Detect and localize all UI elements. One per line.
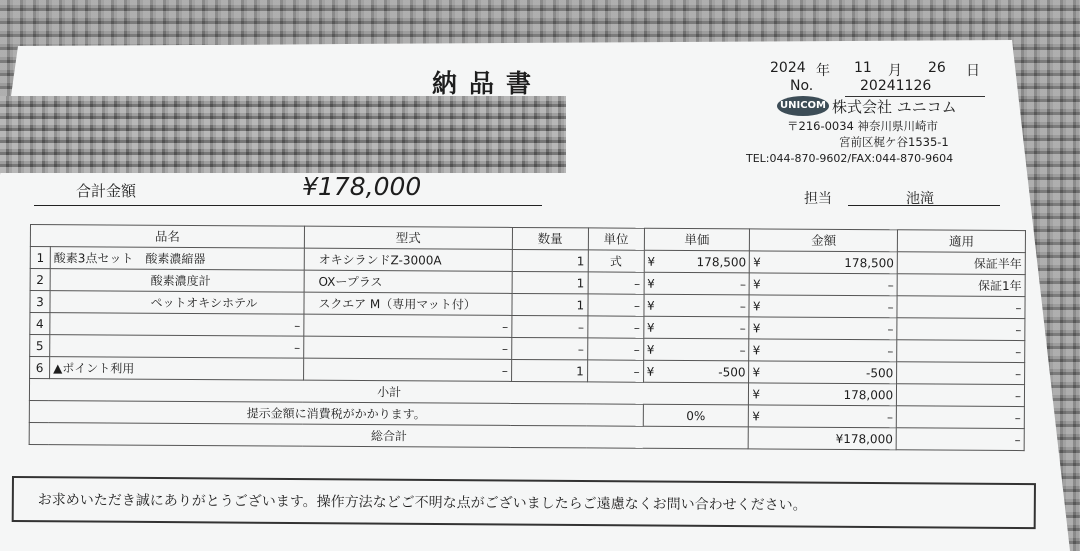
item-price-value: – [739, 342, 746, 357]
company-address-line1: 〒216-0034 神奈川県川崎市 [787, 119, 939, 133]
item-price [643, 360, 749, 383]
item-qty: – [512, 315, 588, 337]
total-amount: ¥178,000 [302, 172, 422, 201]
item-unit: – [587, 316, 643, 338]
row-number: 4 [30, 313, 50, 335]
item-qty: – [511, 337, 587, 359]
item-note: – [897, 318, 1025, 341]
header-price: 単価 [644, 228, 750, 251]
item-price [644, 250, 750, 273]
tax-note: – [896, 406, 1024, 429]
subtotal-label: 小計 [29, 379, 749, 405]
yen-sign: ¥ [647, 298, 655, 313]
item-note: – [897, 362, 1025, 385]
date-month: 11 [854, 60, 872, 76]
header-name: 品名 [30, 225, 304, 249]
item-amount [750, 251, 898, 274]
yen-sign: ¥ [752, 342, 761, 357]
row-number: 2 [30, 269, 50, 291]
document-number: 20241126 [860, 78, 932, 94]
item-price [644, 272, 750, 295]
redacted-area [0, 96, 566, 173]
notice-box [12, 476, 1036, 529]
item-unit: – [588, 272, 644, 294]
date-year: 2024 [770, 60, 806, 76]
item-model: – [304, 336, 512, 359]
item-name: – [50, 335, 304, 359]
company-tel-fax: TEL:044-870-9602/FAX:044-870-9604 [746, 152, 954, 165]
document-number-label: No. [790, 78, 814, 94]
item-unit: – [587, 338, 643, 360]
row-number: 3 [30, 291, 50, 313]
tax-amount [749, 405, 897, 428]
item-amount-value: – [887, 343, 894, 358]
item-amount-value: – [887, 277, 894, 292]
item-qty: 1 [512, 271, 588, 293]
date-day-unit: 日 [966, 63, 980, 79]
item-amount [749, 295, 897, 318]
item-name: 酸素3点セット 酸素濃縮器 [50, 247, 304, 271]
header-model: 型式 [304, 226, 512, 249]
notice-text: お求めいただき誠にありがとうございます。操作方法などご不明な点がございましたらご遠慮なくお問い合わせください。 [37, 492, 807, 514]
tax-label: 提示金額に消費税がかかります。 [29, 400, 643, 426]
items-table [29, 224, 1026, 451]
yen-sign: ¥ [752, 298, 761, 313]
date-year-unit: 年 [816, 63, 830, 79]
company-name: 株式会社 ユニコム [832, 98, 957, 116]
staff-underline [848, 205, 1000, 206]
grand-total-value: ¥178,000 [749, 427, 897, 450]
row-number: 6 [30, 357, 50, 379]
item-price-value: – [740, 276, 747, 291]
tax-value: – [886, 409, 894, 424]
item-note: – [897, 296, 1025, 319]
item-amount-value: -500 [866, 365, 894, 380]
yen-sign: ¥ [646, 342, 655, 357]
yen-sign: ¥ [752, 408, 760, 423]
subtotal-value: 178,000 [843, 387, 894, 402]
date-day: 26 [928, 60, 946, 76]
yen-sign: ¥ [753, 254, 761, 269]
yen-sign: ¥ [646, 320, 655, 335]
header-note: 適用 [898, 230, 1026, 253]
item-name: – [50, 313, 304, 337]
item-qty: 1 [512, 293, 588, 315]
row-number: 1 [30, 247, 50, 269]
staff-name: 池滝 [906, 191, 934, 207]
item-unit: – [587, 360, 643, 382]
item-price [644, 294, 750, 317]
total-amount-underline [34, 205, 542, 206]
yen-sign: ¥ [647, 254, 656, 269]
yen-sign: ¥ [647, 276, 655, 291]
item-amount-value: 178,500 [844, 255, 894, 270]
staff-label: 担当 [804, 191, 832, 207]
item-price-value: -500 [718, 364, 746, 379]
item-model: スクエア M（専用マット付） [304, 292, 512, 315]
item-amount [750, 273, 898, 296]
document-title: 納品書 [432, 69, 544, 98]
yen-sign: ¥ [752, 386, 761, 401]
date-month-unit: 月 [888, 63, 902, 79]
item-amount [749, 317, 897, 340]
item-model: OXープラス [304, 270, 512, 293]
item-amount-value: – [887, 299, 894, 314]
item-unit: 式 [588, 250, 644, 272]
item-model: – [304, 314, 512, 337]
row-number: 5 [30, 335, 50, 357]
item-name: 酸素濃度計 [50, 269, 304, 293]
yen-sign: ¥ [753, 276, 761, 291]
item-price [643, 316, 749, 339]
item-amount-value: – [887, 321, 894, 336]
header-unit: 単位 [588, 228, 644, 250]
tax-rate: 0% [643, 404, 749, 427]
item-name: ペットオキシホテル [50, 291, 304, 315]
yen-sign: ¥ [752, 320, 761, 335]
yen-sign: ¥ [646, 364, 655, 379]
yen-sign: ¥ [752, 364, 761, 379]
item-price-value: 178,500 [696, 254, 747, 269]
total-amount-label: 合計金額 [76, 182, 137, 200]
header-amount: 金額 [750, 229, 898, 252]
item-price-value: – [739, 298, 746, 313]
company-logo: UNICOM [777, 96, 829, 116]
item-note: 保証半年 [897, 252, 1025, 275]
item-amount [749, 339, 897, 362]
item-amount [749, 361, 897, 384]
item-model: – [303, 358, 511, 381]
item-price [643, 338, 749, 361]
item-model: オキシランドZ-3000A [304, 248, 512, 271]
item-name: ▲ポイント利用 [50, 357, 304, 381]
item-price-value: – [739, 320, 746, 335]
item-note: 保証1年 [897, 274, 1025, 297]
item-qty: 1 [511, 359, 587, 381]
subtotal-amount [749, 383, 897, 406]
grand-total-note: – [896, 428, 1024, 451]
header-qty: 数量 [512, 227, 588, 249]
company-address-line2: 宮前区梶ケ谷1535-1 [839, 135, 949, 149]
item-qty: 1 [512, 249, 588, 271]
item-note: – [897, 340, 1025, 363]
subtotal-note: – [897, 384, 1025, 407]
item-unit: – [588, 294, 644, 316]
grand-total-label: 総合計 [29, 422, 749, 448]
